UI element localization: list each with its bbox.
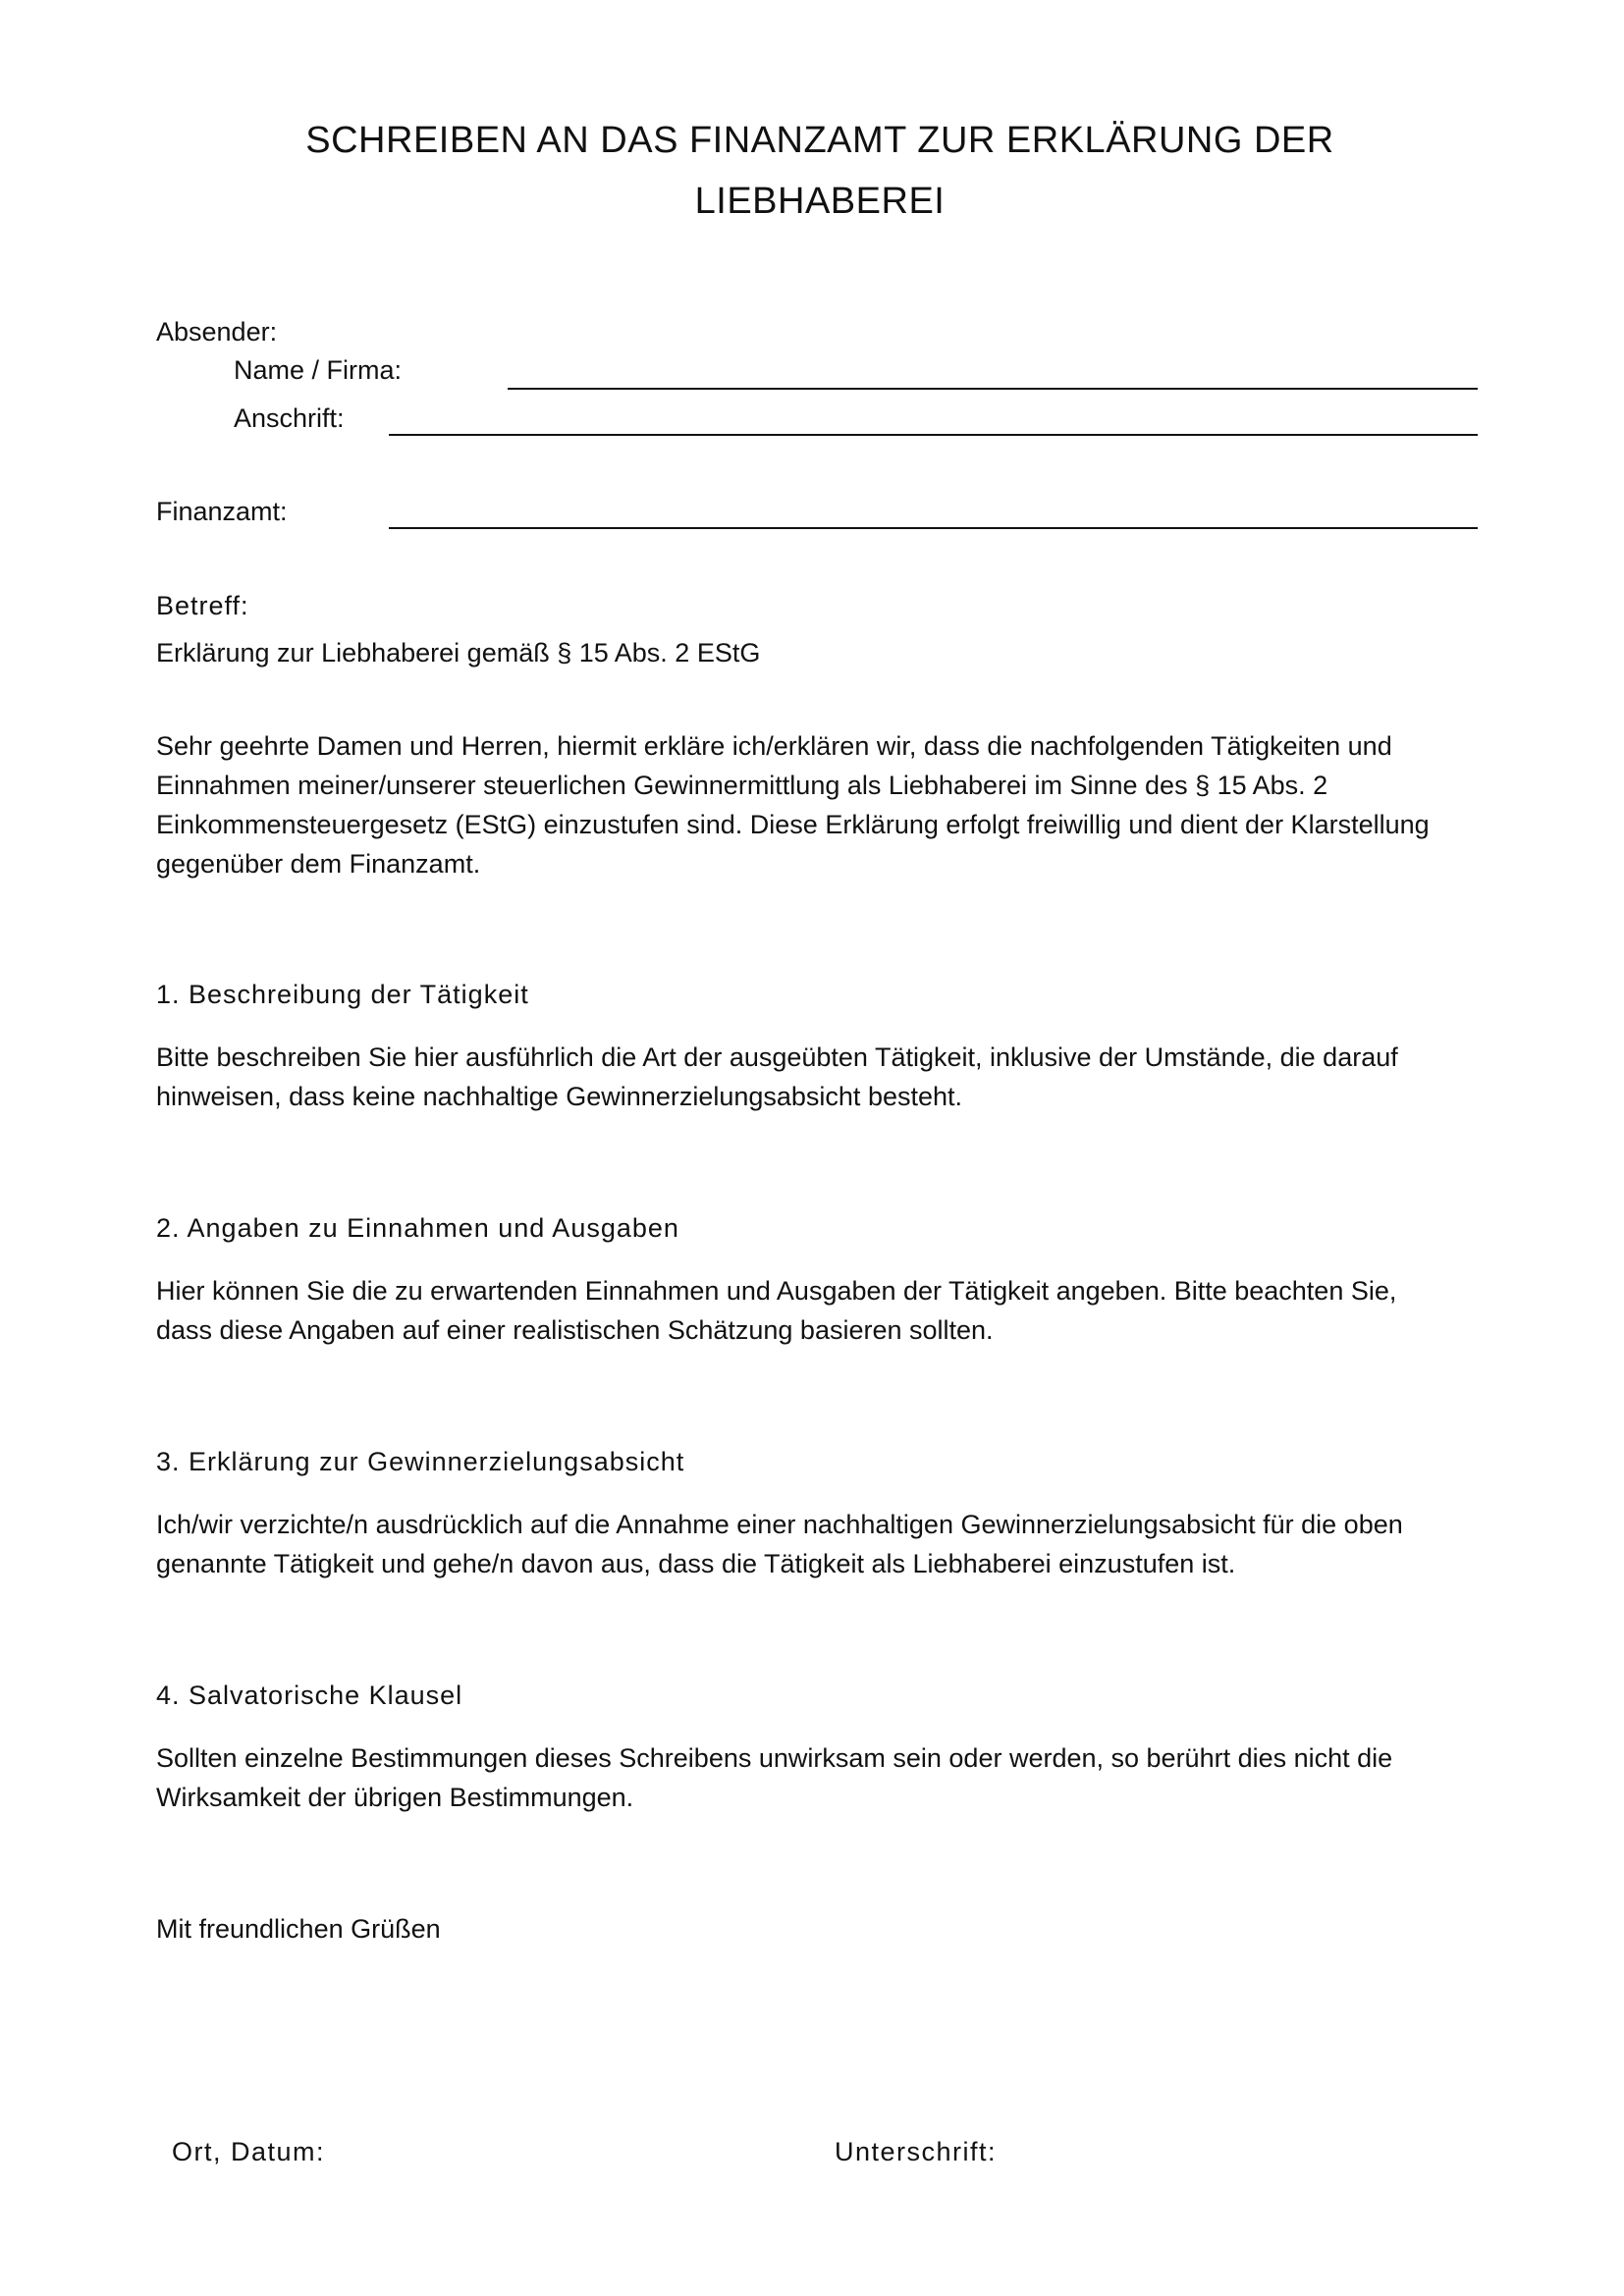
section-1-line: Bitte beschreiben Sie hier ausführlich die Art der ausgeübten Tätigkeit, inklusive der Umstände, die darauf — [156, 1042, 1398, 1072]
tax-office-label: Finanzamt: — [156, 497, 288, 526]
intro-line: Einkommensteuergesetz (EStG) einzustufen sind. Diese Erklärung erfolgt freiwillig und dient der Klarstellung — [156, 810, 1430, 839]
tax-office-field-line[interactable] — [389, 527, 1478, 529]
section-4-line: Sollten einzelne Bestimmungen dieses Schreibens unwirksam sein oder werden, so berührt dies nicht die — [156, 1743, 1393, 1773]
document-title-line-2: LIEBHABEREI — [694, 181, 946, 222]
section-2-line: dass diese Angaben auf einer realistischen Schätzung basieren sollten. — [156, 1315, 994, 1345]
sender-name-field-line[interactable] — [508, 388, 1478, 390]
section-2-heading: 2. Angaben zu Einnahmen und Ausgaben — [156, 1213, 679, 1243]
section-2-text — [156, 1271, 1491, 1350]
document-title-line-1: SCHREIBEN AN DAS FINANZAMT ZUR ERKLÄRUNG DER — [305, 120, 1334, 161]
section-4-heading: 4. Salvatorische Klausel — [156, 1681, 463, 1710]
section-1-heading: 1. Beschreibung der Tätigkeit — [156, 980, 529, 1009]
section-2-line: Hier können Sie die zu erwartenden Einnahmen und Ausgaben der Tätigkeit angeben. Bitte beachten Sie, — [156, 1276, 1397, 1306]
section-1-text — [156, 1038, 1491, 1116]
intro-line: gegenüber dem Finanzamt. — [156, 849, 481, 879]
section-3-line: Ich/wir verzichte/n ausdrücklich auf die Annahme einer nachhaltigen Gewinnerzielungsabsicht für die oben — [156, 1510, 1403, 1539]
place-date-label: Ort, Datum: — [172, 2137, 326, 2166]
sender-address-field-line[interactable] — [389, 434, 1478, 436]
section-4-line: Wirksamkeit der übrigen Bestimmungen. — [156, 1783, 634, 1812]
section-4-text — [156, 1738, 1491, 1817]
closing-greeting: Mit freundlichen Grüßen — [156, 1914, 441, 1944]
subject-label: Betreff: — [156, 591, 249, 620]
section-1-line: hinweisen, dass keine nachhaltige Gewinnerzielungsabsicht besteht. — [156, 1082, 963, 1111]
section-3-text — [156, 1505, 1491, 1583]
intro-line: Sehr geehrte Damen und Herren, hiermit erkläre ich/erklären wir, dass die nachfolgenden Tätigkeiten und — [156, 731, 1392, 761]
sender-name-label: Name / Firma: — [234, 355, 403, 385]
intro-paragraph — [156, 726, 1491, 883]
section-3-heading: 3. Erklärung zur Gewinnerzielungsabsicht — [156, 1447, 685, 1476]
sender-label: Absender: — [156, 317, 278, 347]
intro-line: Einnahmen meiner/unserer steuerlichen Gewinnermittlung als Liebhaberei im Sinne des § 15 Abs. 2 — [156, 771, 1328, 800]
section-3-line: genannte Tätigkeit und gehe/n davon aus, dass die Tätigkeit als Liebhaberei einzustufen ist. — [156, 1549, 1236, 1578]
sender-address-label: Anschrift: — [234, 403, 345, 433]
subject-text: Erklärung zur Liebhaberei gemäß § 15 Abs. 2 EStG — [156, 638, 761, 667]
signature-label: Unterschrift: — [835, 2137, 998, 2166]
